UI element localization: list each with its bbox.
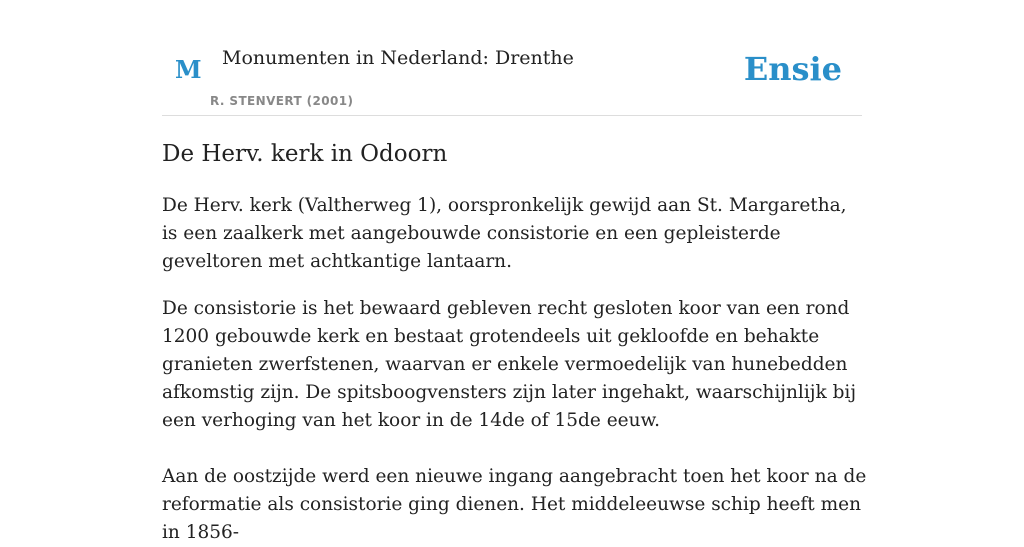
article-paragraph-1: De Herv. kerk (Valtherweg 1), oorspronkelijk gewijd aan St. Margaretha, is een zaalkerk met aangebouwde consistorie en een gepleisterde geveltoren met achtkantige lantaarn. xyxy=(162,195,847,272)
ensie-brand-logo[interactable]: Ensie xyxy=(743,50,842,88)
page-container xyxy=(162,0,867,543)
source-book-title[interactable]: Monumenten in Nederland: Drenthe xyxy=(222,47,574,69)
source-logo[interactable]: M xyxy=(175,55,202,84)
article-paragraph-3: Aan de oostzijde werd een nieuwe ingang aangebracht toen het koor na de reformatie als consistorie ging dienen. Het middeleeuwse schip heeft men in 1856- xyxy=(162,466,867,543)
article-paragraph-2: De consistorie is het bewaard gebleven recht gesloten koor van een rond 1200 gebouwde kerk en bestaat grotendeels uit gekloofde en behakte granieten zwerfstenen, waarvan er enkele vermoedelijk van hunebedden afkomstig zijn. De spitsboogvensters zijn later ingehakt, waarschijnlijk bij een verhoging van het koor in de 14de of 15de eeuw. xyxy=(162,298,857,431)
source-header xyxy=(162,0,862,116)
source-author: R. STENVERT (2001) xyxy=(210,94,354,108)
article-title: De Herv. kerk in Odoorn xyxy=(162,141,448,167)
